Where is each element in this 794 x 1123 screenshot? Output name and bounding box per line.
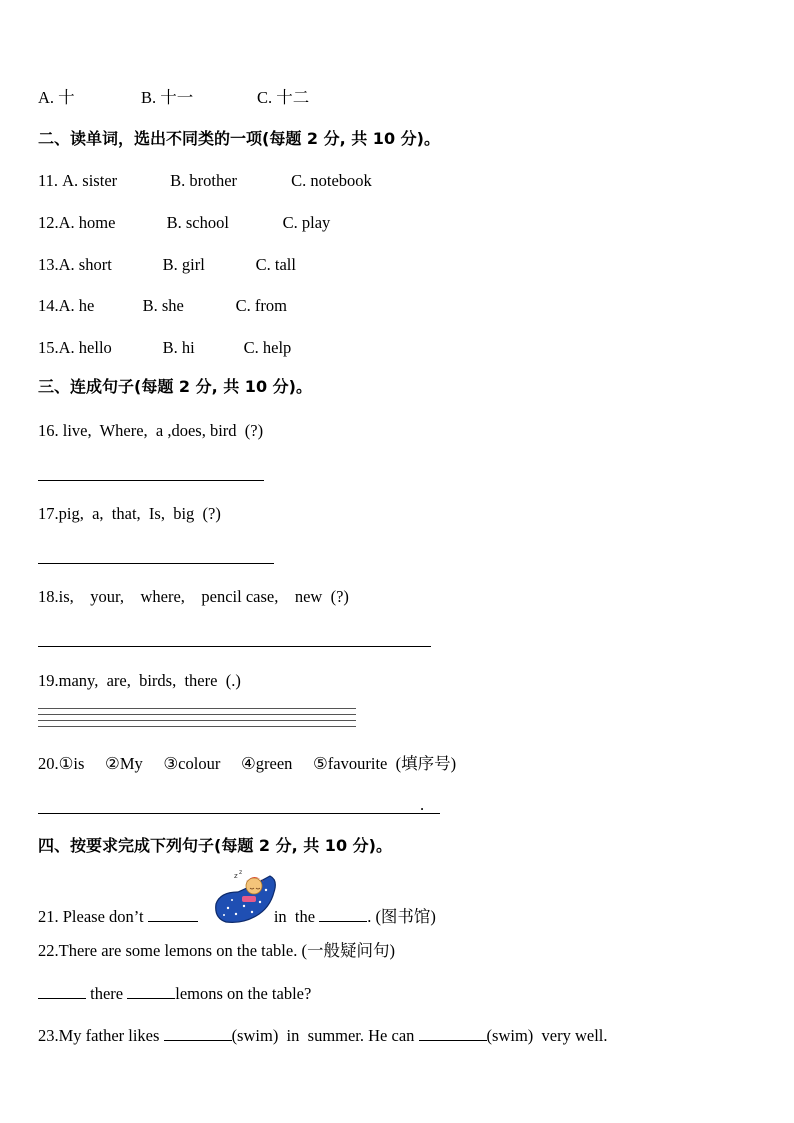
option-b: B. hi <box>162 338 195 357</box>
answer-line-16[interactable] <box>38 480 264 481</box>
writing-line <box>38 714 356 715</box>
q10-option-c: C. 十二 <box>257 88 310 107</box>
question-23 <box>38 1024 608 1046</box>
section2-title: 二、读单词，选出不同类的一项(每题 2 分, 共 10 分)。 <box>38 129 440 148</box>
sleeping-girl-picture <box>212 868 280 926</box>
writing-line <box>38 708 356 709</box>
question-19: 19.many, are, birds, there (.) <box>38 671 241 690</box>
option-b: B. girl <box>162 255 205 274</box>
q21-blank-2[interactable] <box>319 905 367 922</box>
q22-blank-2[interactable] <box>127 982 175 999</box>
q23-text-mid: (swim) in summer. He can <box>231 1026 415 1045</box>
option-c: C. notebook <box>291 171 372 190</box>
option-a: A. short <box>58 255 112 274</box>
q22-word-1: there <box>90 984 124 1003</box>
svg-text:z: z <box>239 869 243 876</box>
question-12 <box>38 213 330 233</box>
option-b: B. she <box>142 296 184 315</box>
question-number: 15. <box>38 338 59 357</box>
section3-title: 三、连成句子(每题 2 分, 共 10 分)。 <box>38 377 312 396</box>
answer-lines-19[interactable] <box>38 708 356 732</box>
answer-end-period: . <box>420 795 425 814</box>
question-number: 13. <box>38 255 59 274</box>
q21-text-after: in the <box>273 907 316 926</box>
q23-blank-2[interactable] <box>419 1024 487 1041</box>
answer-line-18[interactable] <box>38 646 431 647</box>
question-13 <box>38 255 296 275</box>
option-b: B. brother <box>170 171 238 190</box>
q23-text-1: 23.My father likes <box>38 1026 160 1045</box>
question-16: 16. live, Where, a ,does, bird (?) <box>38 421 264 440</box>
option-c: C. from <box>235 296 287 315</box>
question-11 <box>38 171 372 191</box>
answer-line-17[interactable] <box>38 563 274 564</box>
question-15 <box>38 338 291 358</box>
question-18: 18.is, your, where, pencil case, new (?) <box>38 587 349 606</box>
q23-text-end: (swim) very well. <box>486 1026 608 1045</box>
writing-line <box>38 726 356 727</box>
question-number: 14. <box>38 296 59 315</box>
q22-word-2: lemons on the table? <box>175 984 312 1003</box>
section4-title: 四、按要求完成下列句子(每题 2 分, 共 10 分)。 <box>38 836 392 855</box>
option-c: C. help <box>243 338 292 357</box>
q21-text-before: Please don’t <box>62 907 144 926</box>
q22-blank-1[interactable] <box>38 982 86 999</box>
option-b: B. school <box>166 213 229 232</box>
option-a: A. he <box>58 296 95 315</box>
q21-end: . (图书馆) <box>367 907 436 926</box>
question-number: 21. <box>38 907 63 926</box>
option-c: C. play <box>282 213 331 232</box>
option-c: C. tall <box>255 255 296 274</box>
question-14 <box>38 296 287 316</box>
answer-line-20[interactable] <box>38 813 440 814</box>
question-number: 12. <box>38 213 59 232</box>
option-a: A. sister <box>62 171 118 190</box>
question-22-answer <box>38 982 311 1004</box>
q23-blank-1[interactable] <box>164 1024 232 1041</box>
question-number: 11. <box>38 171 63 190</box>
question-22: 22.There are some lemons on the table. (一般疑问句) <box>38 941 395 960</box>
q10-option-a: A. 十 <box>38 88 75 107</box>
q10-options <box>38 88 309 108</box>
svg-text:z: z <box>234 872 238 880</box>
option-a: A. hello <box>58 338 112 357</box>
option-a: A. home <box>58 213 116 232</box>
writing-line <box>38 720 356 721</box>
q10-option-b: B. 十一 <box>141 88 194 107</box>
question-20: 20.①is ②My ③colour ④green ⑤favourite (填序号) <box>38 754 457 773</box>
q21-blank-1[interactable] <box>148 905 198 922</box>
question-17: 17.pig, a, that, Is, big (?) <box>38 504 221 523</box>
